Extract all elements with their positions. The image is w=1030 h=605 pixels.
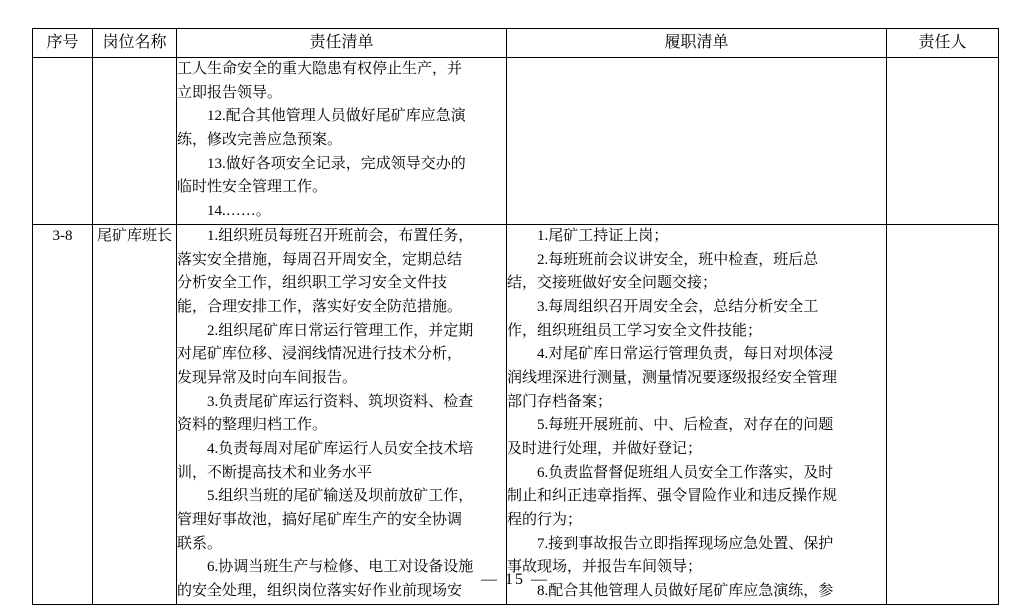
- text-line: 的安全处理，组织岗位落实好作业前现场安: [177, 583, 463, 600]
- row-post: [93, 58, 177, 225]
- text-line: 训，不断提高技术和业务水平: [177, 464, 373, 481]
- text-line: 4.对尾矿库日常运行管理负责，每日对坝体浸: [537, 346, 834, 363]
- text-line: 工人生命安全的重大隐患有权停止生产，并: [177, 61, 463, 77]
- text-line: 部门存档备案；: [507, 393, 613, 410]
- text-line: 结，交接班做好安全问题交接；: [507, 275, 718, 292]
- row-person: [887, 224, 999, 604]
- text-line: 4.负责每周对尾矿库运行人员安全技术培: [207, 441, 474, 457]
- text-line: 润线埋深进行测量，测量情况要逐级报经安全管理: [507, 369, 838, 386]
- row-no: 3-8: [33, 224, 93, 604]
- text-line: 对尾矿库位移、浸润线情况进行技术分析，: [177, 346, 463, 363]
- text-line: 7.接到事故报告立即指挥现场应急处置、保护: [537, 535, 834, 552]
- header-performance-list: 履职清单: [507, 29, 887, 58]
- row-duty-list: [177, 58, 507, 225]
- text-line: 资料的整理归档工作。: [177, 417, 328, 434]
- text-line: 6.协调当班生产与检修、电工对设备设施: [207, 559, 474, 576]
- text-line: 制止和纠正违章指挥、强令冒险作业和违反操作规: [507, 488, 838, 505]
- header-post: 岗位名称: [93, 29, 177, 58]
- text-line: 程的行为；: [507, 512, 583, 529]
- header-person: 责任人: [887, 29, 999, 58]
- text-line: 练，修改完善应急预案。: [177, 132, 343, 149]
- text-line: 联系。: [177, 535, 223, 552]
- row-post: 尾矿库班长: [93, 224, 177, 604]
- row-person: [887, 58, 999, 225]
- text-line: 落实安全措施，每周召开周安全，定期总结: [177, 251, 463, 268]
- text-line: 3.负责尾矿库运行资料、筑坝资料、检查: [207, 393, 474, 410]
- page-number: — 15 —: [481, 571, 549, 588]
- text-line: 5.每班开展班前、中、后检查，对存在的问题: [537, 417, 834, 434]
- text-line: 3.每周组织召开周安全会，总结分析安全工: [537, 298, 819, 315]
- table-header-row: [33, 29, 999, 58]
- table-row: [33, 58, 999, 225]
- text-line: 发现异常及时向车间报告。: [177, 369, 358, 386]
- responsibility-table: [32, 28, 999, 605]
- text-line: 5.组织当班的尾矿输送及坝前放矿工作，: [207, 488, 474, 505]
- text-line: 管理好事故池，搞好尾矿库生产的安全协调: [177, 512, 463, 529]
- text-line: 6.负责监督督促班组人员安全工作落实，及时: [537, 464, 834, 481]
- row-performance-list: [507, 58, 887, 225]
- text-line: 事故现场，并报告车间领导；: [507, 559, 703, 576]
- text-line: 作，组织班组员工学习安全文件技能；: [507, 322, 763, 339]
- text-line: 临时性安全管理工作。: [177, 179, 328, 196]
- text-line: 1.组织班员每班召开班前会，布置任务，: [207, 227, 474, 244]
- text-line: 8.配合其他管理人员做好尾矿库应急演练，参: [537, 583, 834, 600]
- text-line: 1.尾矿工持证上岗；: [537, 227, 669, 244]
- row-performance-list: [507, 224, 887, 604]
- text-line: 2.每班班前会议讲安全，班中检查，班后总: [537, 251, 819, 268]
- row-duty-list: [177, 224, 507, 604]
- text-line: 分析安全工作，组织职工学习安全文件技: [177, 275, 448, 292]
- text-line: 12.配合其他管理人员做好尾矿库应急演: [207, 108, 466, 125]
- text-line: 14.……。: [207, 203, 271, 220]
- header-no: 序号: [33, 29, 93, 58]
- text-line: 13.做好各项安全记录，完成领导交办的: [207, 155, 466, 172]
- row-no: [33, 58, 93, 225]
- table-row: [33, 224, 999, 604]
- text-line: 2.组织尾矿库日常运行管理工作，并定期: [207, 322, 474, 339]
- text-line: 立即报告领导。: [177, 84, 283, 101]
- text-line: 及时进行处理，并做好登记；: [507, 441, 703, 457]
- header-duty-list: 责任清单: [177, 29, 507, 58]
- text-line: 能，合理安排工作，落实好安全防范措施。: [177, 298, 463, 315]
